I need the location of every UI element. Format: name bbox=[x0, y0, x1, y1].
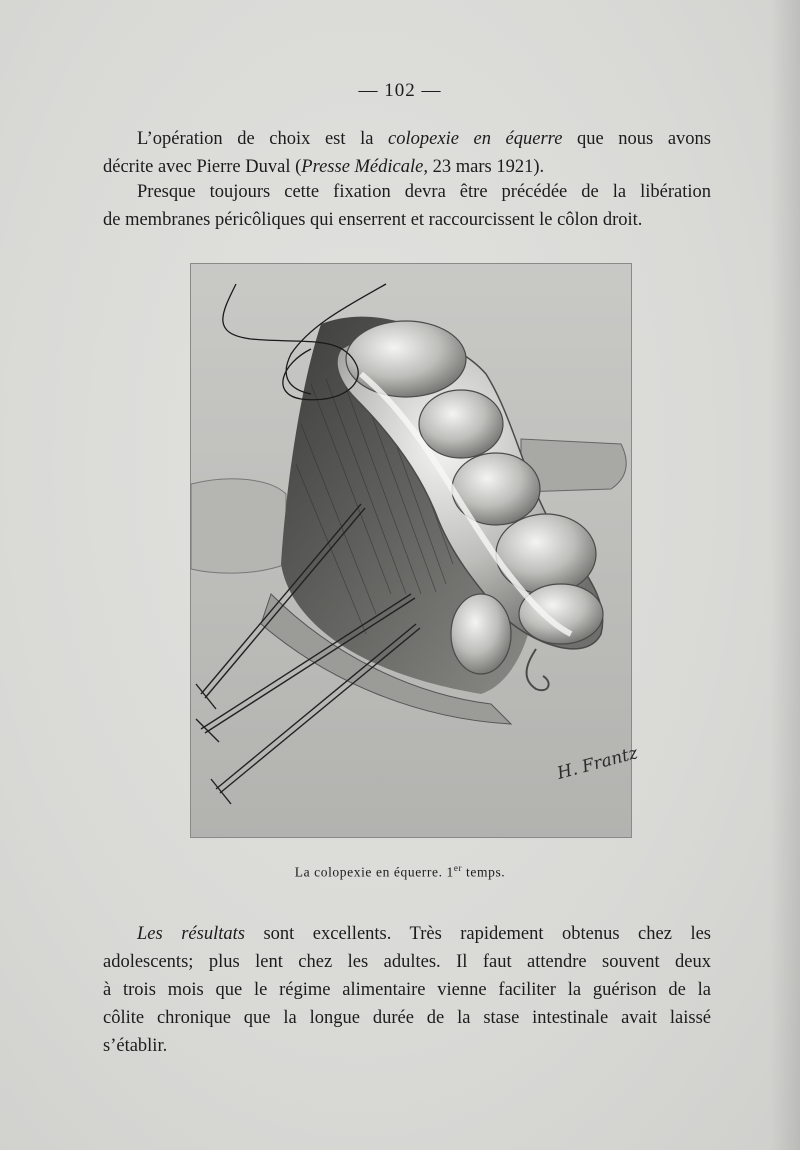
text-run: L’opération de choix est la bbox=[137, 129, 389, 149]
illustration-drawing bbox=[191, 264, 640, 837]
figure-caption bbox=[0, 863, 800, 881]
paragraph-colopexie bbox=[103, 125, 711, 181]
text-run: décrite avec Pierre Duval ( bbox=[103, 157, 302, 177]
paragraph-resultats bbox=[103, 920, 711, 1060]
surgical-illustration bbox=[190, 263, 640, 838]
paragraph-line bbox=[103, 125, 711, 153]
paragraph-line: Presque toujours cette fixation devra être précédée de la libération bbox=[137, 182, 711, 202]
paragraph-line: s’établir. bbox=[103, 1036, 168, 1056]
caption-text: La colopexie en équerre. 1 bbox=[294, 864, 454, 880]
text-run: que nous avons bbox=[562, 129, 712, 149]
caption-superscript: er bbox=[453, 863, 463, 873]
paragraph-line: à trois mois que le régime alimentaire vienne faciliter la guérison de la bbox=[103, 980, 711, 1000]
paragraph-line bbox=[103, 153, 711, 181]
journal-title: Presse Médicale, bbox=[301, 157, 428, 177]
emphasis-term: Les résultats bbox=[137, 924, 245, 944]
page-number: — 102 — bbox=[358, 80, 442, 101]
paragraph-line: côlite chronique que la longue durée de la stase intestinale avait laissé bbox=[103, 1008, 711, 1028]
page-edge-shadow bbox=[770, 0, 800, 1150]
paragraph-line: de membranes péricôliques qui enserrent et raccourcissent le côlon droit. bbox=[103, 210, 643, 230]
artist-signature: H. Frantz bbox=[555, 743, 640, 784]
text-run: sont excellents. Très rapidement obtenus chez les bbox=[244, 924, 711, 944]
paragraph-liberation bbox=[103, 178, 711, 234]
emphasis-term: colopexie en équerre bbox=[388, 129, 563, 149]
paragraph-line: adolescents; plus lent chez les adultes. Il faut attendre souvent deux bbox=[103, 952, 711, 972]
paragraph-line bbox=[103, 920, 711, 948]
caption-suffix: temps. bbox=[462, 864, 506, 880]
text-run: 23 mars 1921). bbox=[427, 157, 545, 177]
